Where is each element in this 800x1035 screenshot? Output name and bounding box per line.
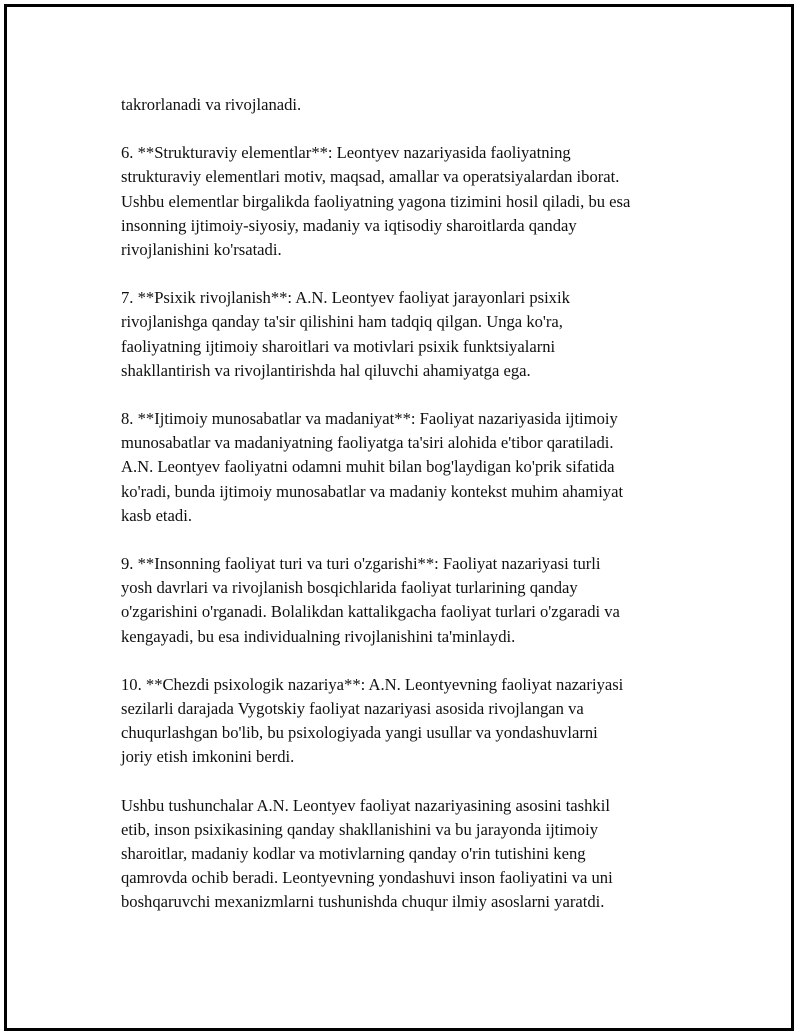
paragraph-summary: Ushbu tushunchalar A.N. Leontyev faoliyat nazariyasining asosini tashkil etib, inson psixikasining qanday shakllanishini va bu jarayonda ijtimoiy sharoitlar, madaniy kodlar va motivlarning qanday o'rin tutishini keng qamrovda ochib beradi. Leontyevning yondashuvi inson faoliyatini va uni boshqaruvchi mexanizmlarni tushunishda chuqur ilmiy asoslarni yaratdi. [121, 795, 613, 912]
page-frame [4, 4, 794, 1031]
paragraph-item-8: 8. **Ijtimoiy munosabatlar va madaniyat**: Faoliyat nazariyasida ijtimoiy munosabatlar va madaniyatning faoliyatga ta'siri alohida e'tibor qaratiladi. A.N. Leontyev faoliyatni odamni muhit bilan bog'laydigan ko'prik sifatida ko'radi, bunda ijtimoiy munosabatlar va madaniy kontekst muhim ahamiyat kasb etadi. [121, 409, 624, 525]
paragraph-item-10: 10. **Chezdi psixologik nazariya**: A.N. Leontyevning faoliyat nazariyasi sezilarli darajada Vygotskiy faoliyat nazariyasi asosida rivojlangan va chuqurlashgan bo'lib, bu psixologiyada yangi usullar va yondashuvlarni joriy etish imkonini berdi. [121, 674, 624, 767]
paragraph-item-9: 9. **Insonning faoliyat turi va turi o'zgarishi**: Faoliyat nazariyasi turli yosh davrlari va rivojlanish bosqichlarida faoliyat turlarining qanday o'zgarishini o'rganadi. Bolalikdan kattalikgacha faoliyat turlari o'zgaradi va kengayadi, bu esa individualning rivojlanishini ta'minlaydi. [121, 554, 620, 646]
paragraph-item-7: 7. **Psixik rivojlanish**: A.N. Leontyev faoliyat jarayonlari psixik rivojlanishga qanday ta'sir qilishini ham tadqiq qilgan. Unga ko'ra, faoliyatning ijtimoiy sharoitlari va motivlari psixik funktsiyalarni shakllantirish va rivojlantirishda hal qiluvchi ahamiyatga ega. [121, 288, 570, 380]
paragraph-item-6: 6. **Strukturaviy elementlar**: Leontyev nazariyasida faoliyatning strukturaviy elementlari motiv, maqsad, amallar va operatsiyalardan iborat. Ushbu elementlar birgalikda faoliyatning yagona tizimini hosil qiladi, bu esa insonning ijtimoiy-siyosiy, madaniy va iqtisodiy sharoitlarda qanday rivojlanishini ko'rsatadi. [121, 143, 631, 260]
document-body [121, 93, 701, 915]
paragraph-continuation: takrorlanadi va rivojlanadi. [121, 95, 302, 114]
